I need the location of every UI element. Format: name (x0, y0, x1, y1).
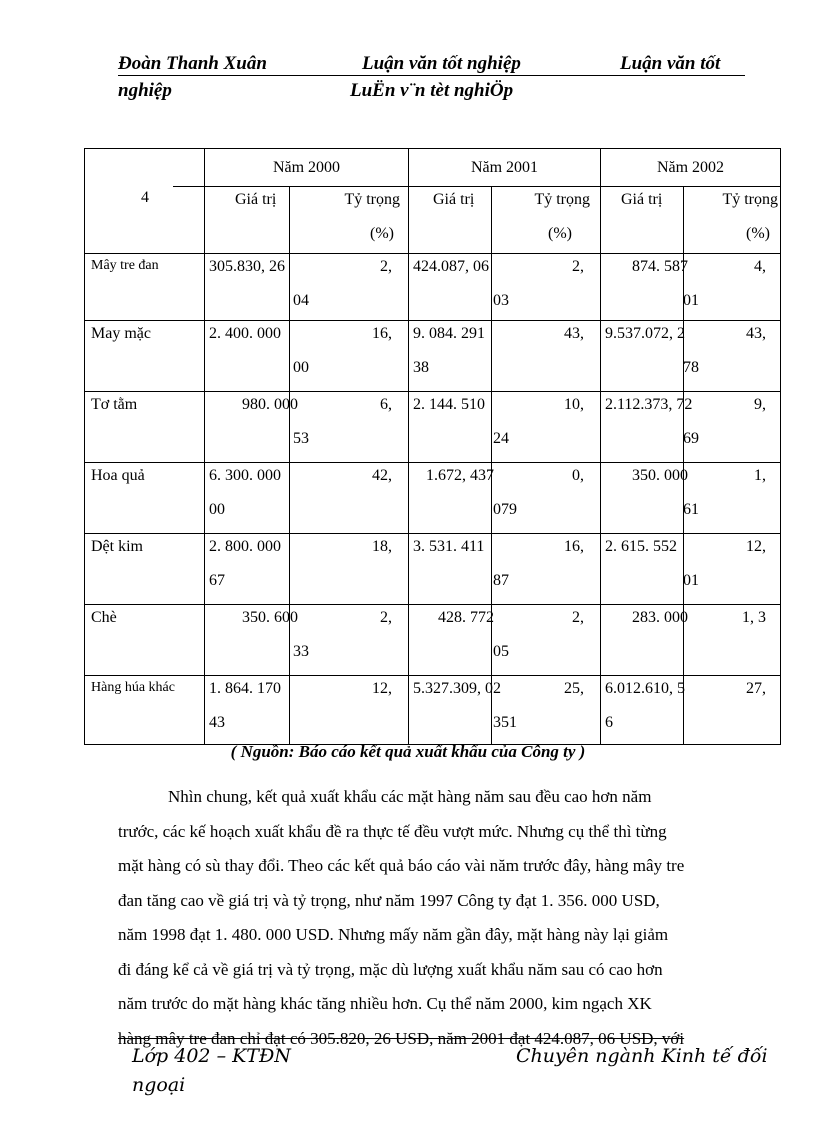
share-label: Tỷ trọng (722, 191, 778, 208)
cell-y2000 (205, 605, 409, 676)
row-label-cell (85, 463, 205, 534)
share-unit: (%) (548, 225, 572, 242)
cell-y2000 (205, 392, 409, 463)
share-decimal: 05 (493, 643, 509, 660)
row-label-cell (85, 321, 205, 392)
value-continuation: 6 (605, 714, 613, 731)
share-decimal: 24 (493, 430, 509, 447)
share: 16, (372, 325, 392, 342)
share: 4, (754, 258, 766, 275)
value: 428. 772 (438, 609, 494, 626)
export-table (84, 148, 781, 745)
value: 980. 000 (242, 396, 298, 413)
cell-y2001 (409, 392, 601, 463)
header-author: Đoàn Thanh Xuân (118, 53, 267, 74)
share-label: Tỷ trọng (344, 191, 400, 208)
value: 9. 084. 291 (413, 325, 485, 342)
year-2001-header: Năm 2001 (409, 149, 601, 187)
year-2002-header: Năm 2002 (601, 149, 781, 187)
cell-y2001 (409, 321, 601, 392)
share-decimal: 01 (683, 572, 699, 589)
year-2000-header: Năm 2000 (205, 149, 409, 187)
cell-y2002 (601, 605, 781, 676)
value: 1. 864. 170 (209, 680, 281, 697)
header-garbled-title: LuËn v¨n tèt nghiÖp (350, 80, 514, 101)
cell-y2002 (601, 392, 781, 463)
row-label: Hoa quả (91, 467, 145, 484)
paragraph-line: năm trước do mặt hàng khác tăng nhiều hơn. Cụ thể năm 2000, kim ngạch XK (118, 994, 652, 1013)
header-rule (118, 75, 745, 76)
row-label: Hàng húa khác (91, 680, 175, 695)
value: 1.672, 437 (426, 467, 494, 484)
header-title: Luận văn tốt nghiệp (362, 53, 521, 74)
cell-y2000 (205, 254, 409, 321)
value-label: Giá trị (235, 191, 277, 208)
share-unit: (%) (370, 225, 394, 242)
row-label: May mặc (91, 325, 151, 342)
cell-y2001 (409, 605, 601, 676)
value: 350. 600 (242, 609, 298, 626)
value: 305.830, 26 (209, 258, 285, 275)
header-title-right: Luận văn tốt (620, 53, 721, 74)
table-row (85, 463, 781, 534)
paragraph-line: Nhìn chung, kết quả xuất khẩu các mặt hàng năm sau đều cao hơn năm (168, 787, 652, 806)
share-decimal: 87 (493, 572, 509, 589)
share: 16, (564, 538, 584, 555)
value-continuation: 38 (413, 359, 429, 376)
share: 0, (572, 467, 584, 484)
table-row (85, 254, 781, 321)
row-label-cell (85, 605, 205, 676)
table-row (85, 534, 781, 605)
subheader-2002 (601, 187, 781, 254)
year-header-row (85, 149, 781, 187)
corner-number: 4 (141, 189, 149, 206)
cell-y2000 (205, 676, 409, 745)
cell-y2000 (205, 463, 409, 534)
share-unit: (%) (746, 225, 770, 242)
share-decimal: 69 (683, 430, 699, 447)
share: 42, (372, 467, 392, 484)
share: 43, (746, 325, 766, 342)
share: 1, (754, 467, 766, 484)
value-continuation: 43 (209, 714, 225, 731)
value: 424.087, 06 (413, 258, 489, 275)
share-decimal: 351 (493, 714, 517, 731)
share: 43, (564, 325, 584, 342)
value: 350. 000 (632, 467, 688, 484)
value: 283. 000 (632, 609, 688, 626)
share: 10, (564, 396, 584, 413)
row-label-cell (85, 676, 205, 745)
cell-y2001 (409, 463, 601, 534)
share: 25, (564, 680, 584, 697)
share: 9, (754, 396, 766, 413)
cell-y2000 (205, 321, 409, 392)
share-decimal: 01 (683, 292, 699, 309)
paragraph-line-struck: hàng mây tre đan chỉ đạt có 305.820, 26 USD, năm 2001 đạt 424.087, 06 USD, với (118, 1028, 685, 1048)
value: 2. 144. 510 (413, 396, 485, 413)
value-label: Giá trị (433, 191, 475, 208)
cell-y2002 (601, 254, 781, 321)
share: 12, (746, 538, 766, 555)
paragraph-line: đan tăng cao về giá trị và tỷ trọng, như năm 1997 Công ty đạt 1. 356. 000 USD, (118, 890, 660, 910)
cell-y2001 (409, 534, 601, 605)
row-label: Dệt kim (91, 538, 143, 555)
footer-major: Chuyên ngành Kinh tế đối (516, 1045, 768, 1067)
subheader-2000 (205, 187, 409, 254)
value: 6. 300. 000 (209, 467, 281, 484)
share: 2, (572, 609, 584, 626)
value: 874. 587 (632, 258, 688, 275)
value: 9.537.072, 2 (605, 325, 685, 342)
share: 18, (372, 538, 392, 555)
cell-y2002 (601, 463, 781, 534)
share-label: Tỷ trọng (534, 191, 590, 208)
cell-y2000 (205, 534, 409, 605)
paragraph-line: năm 1998 đạt 1. 480. 000 USD. Nhưng mấy năm gần đây, mặt hàng này lại giảm (118, 925, 669, 944)
share-decimal: 33 (293, 643, 309, 660)
corner-cell (85, 149, 205, 254)
value-label: Giá trị (621, 191, 663, 208)
table-row (85, 605, 781, 676)
share: 2, (380, 258, 392, 275)
share-decimal: 78 (683, 359, 699, 376)
cell-y2001 (409, 676, 601, 745)
table-row (85, 676, 781, 745)
share: 2, (380, 609, 392, 626)
body-paragraph (118, 780, 745, 1056)
footer-class: Lớp 402 – KTĐN (132, 1045, 291, 1067)
share-decimal: 00 (293, 359, 309, 376)
share: 2, (572, 258, 584, 275)
value: 2.112.373, 72 (605, 396, 693, 413)
value: 2. 400. 000 (209, 325, 281, 342)
table-row (85, 392, 781, 463)
value: 6.012.610, 5 (605, 680, 685, 697)
corner-rule (173, 186, 204, 187)
share-decimal: 61 (683, 501, 699, 518)
value-continuation: 67 (209, 572, 225, 589)
header-continuation: nghiệp (118, 80, 172, 101)
share-decimal: 53 (293, 430, 309, 447)
value: 5.327.309, 02 (413, 680, 501, 697)
row-label-cell (85, 392, 205, 463)
paragraph-line: trước, các kế hoạch xuất khẩu đề ra thực tế đều vượt mức. Nhưng cụ thể thì từng (118, 821, 667, 841)
paragraph-line: đi đáng kể cả về giá trị và tỷ trọng, mặc dù lượng xuất khẩu năm sau có cao hơn (118, 959, 663, 979)
footer-major-continuation: ngoại (132, 1074, 186, 1096)
cell-y2002 (601, 534, 781, 605)
value-continuation: 00 (209, 501, 225, 518)
row-label: Mây tre đan (91, 258, 159, 273)
source-note: ( Nguồn: Báo cáo kết quả xuất khẩu của Công ty ) (230, 742, 586, 761)
paragraph-line: mặt hàng có sù thay đổi. Theo các kết quả báo cáo vài năm trước đây, hàng mây tre (118, 856, 685, 875)
share-decimal: 079 (493, 501, 517, 518)
cell-y2001 (409, 254, 601, 321)
row-label-cell (85, 534, 205, 605)
row-label: Tơ tằm (91, 396, 138, 413)
share-decimal: 03 (493, 292, 509, 309)
value: 2. 800. 000 (209, 538, 281, 555)
row-label: Chè (91, 609, 117, 626)
cell-y2002 (601, 321, 781, 392)
share: 1, 3 (742, 609, 766, 626)
share: 27, (746, 680, 766, 697)
table-row (85, 321, 781, 392)
share: 6, (380, 396, 392, 413)
cell-y2002 (601, 676, 781, 745)
share: 12, (372, 680, 392, 697)
value: 3. 531. 411 (413, 538, 485, 555)
value: 2. 615. 552 (605, 538, 677, 555)
share-decimal: 04 (293, 292, 309, 309)
subheader-2001 (409, 187, 601, 254)
row-label-cell (85, 254, 205, 321)
